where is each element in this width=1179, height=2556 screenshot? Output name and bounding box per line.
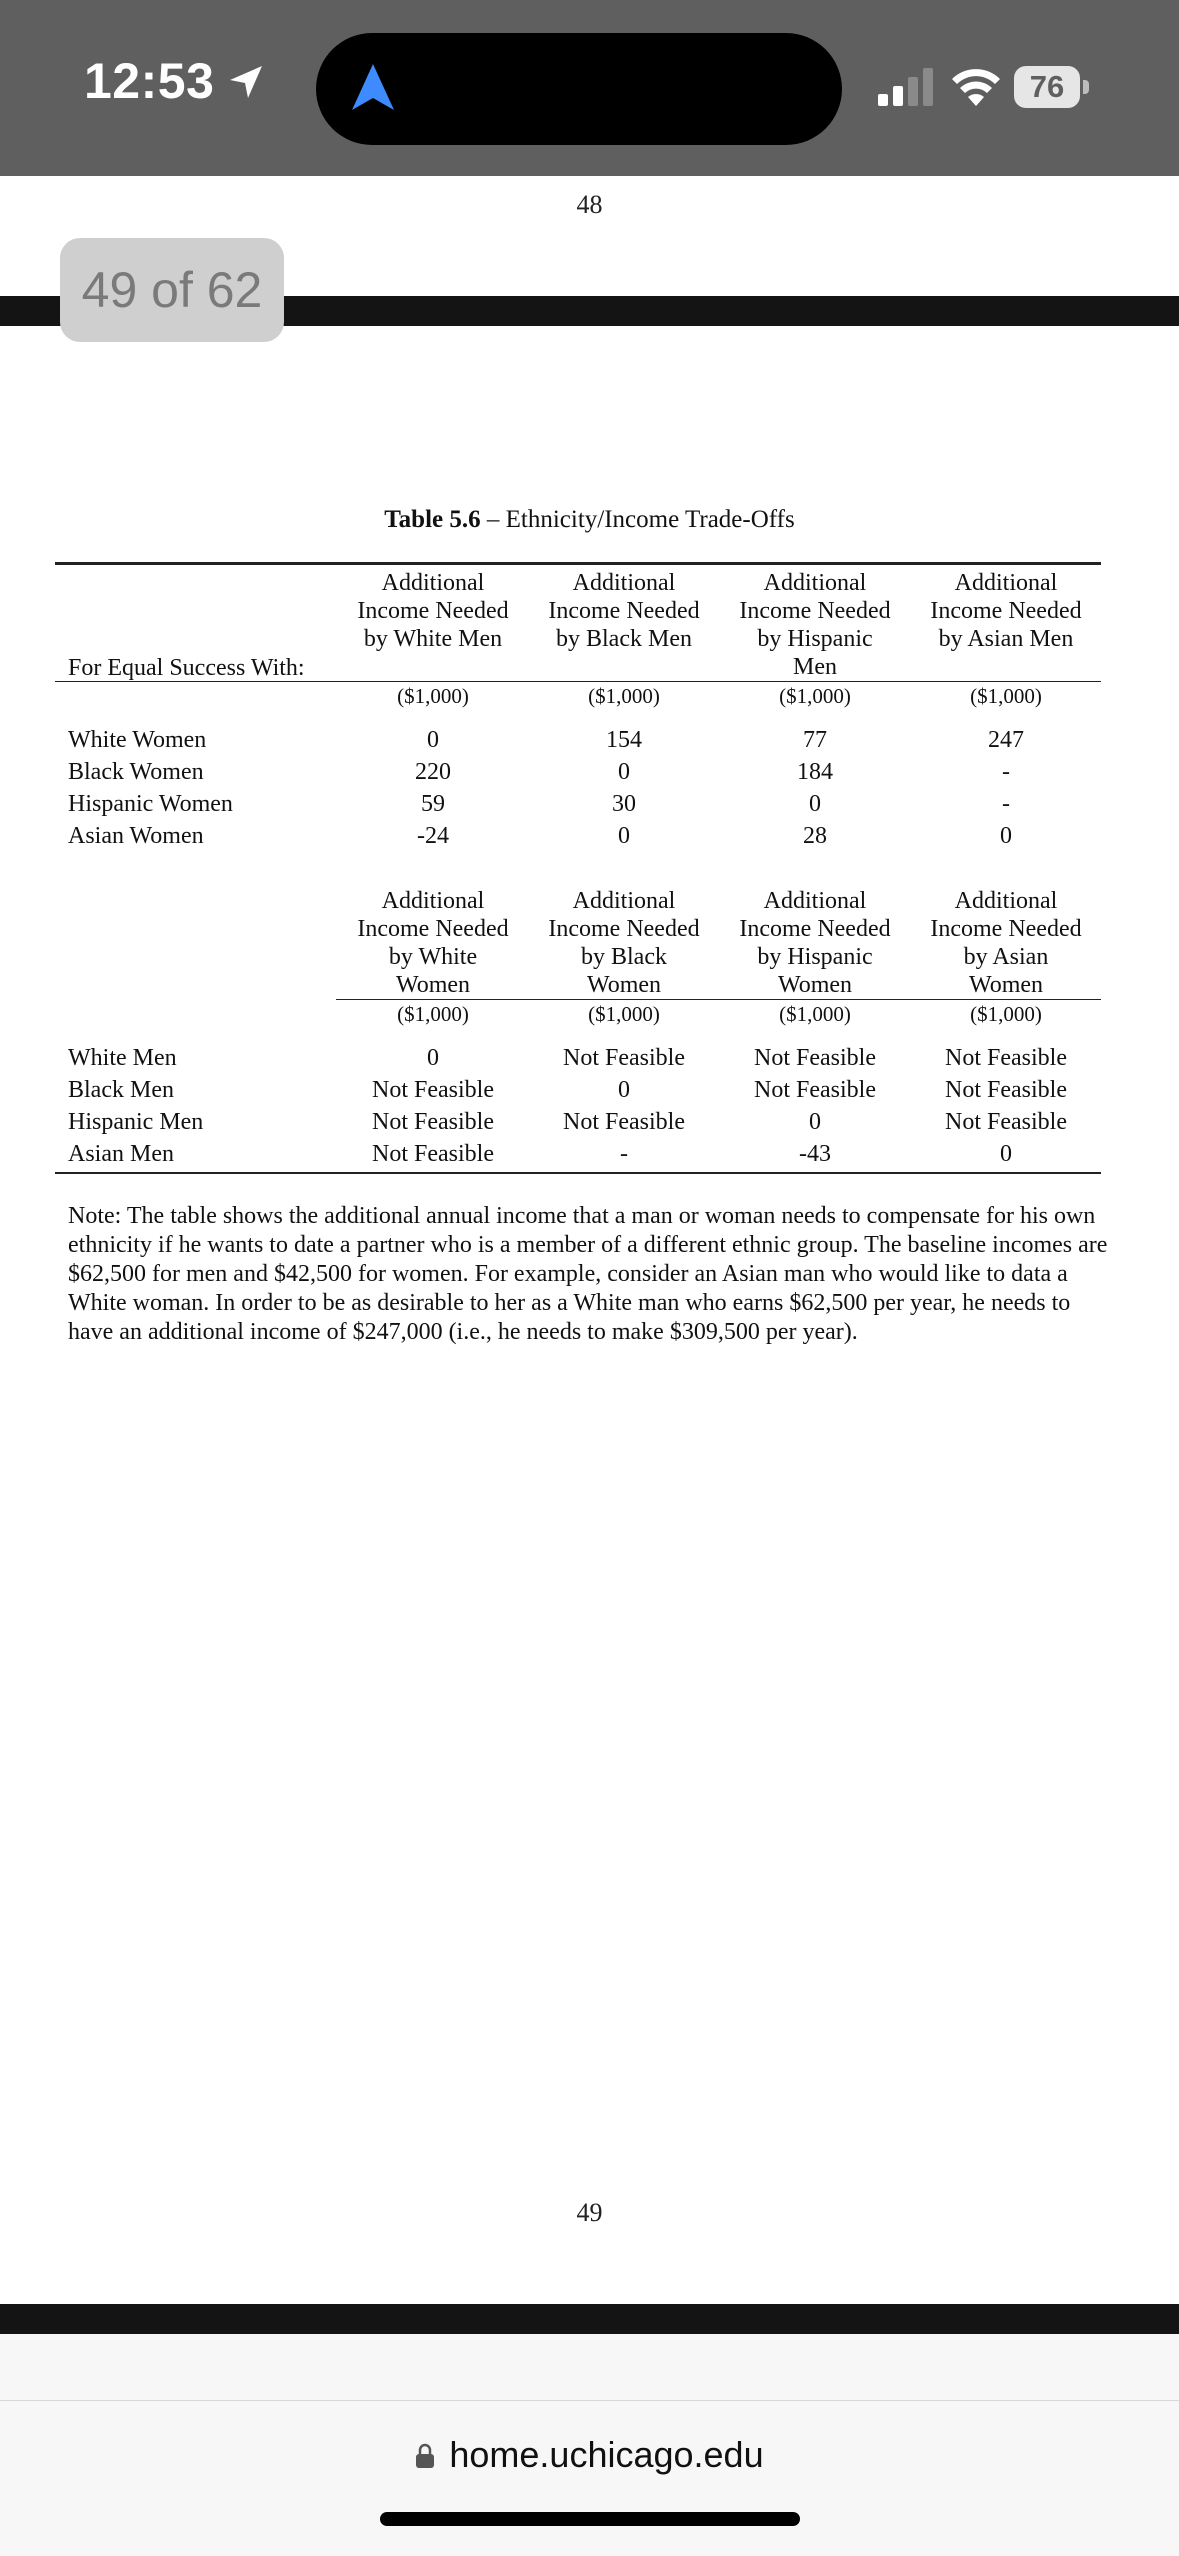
header-line: by Asian [963, 944, 1049, 970]
header-line: Additional [572, 570, 676, 596]
header-asian-women [913, 887, 1099, 999]
header-line: Additional [763, 888, 867, 914]
header-line: by Black [581, 944, 667, 970]
table-cell: Not Feasible [945, 1109, 1067, 1135]
table-cell: Not Feasible [372, 1109, 494, 1135]
header-hispanic-men [722, 569, 908, 681]
table-cell: 0 [618, 759, 630, 785]
row-label: Black Men [68, 1077, 174, 1103]
header-line: by Hispanic [757, 626, 873, 652]
table-cell: 0 [427, 1045, 439, 1071]
header-line: Additional [763, 570, 867, 596]
table-cell: - [1002, 759, 1010, 785]
header-line: Women [586, 972, 662, 998]
unit-label: ($1,000) [588, 1002, 660, 1026]
unit-label: ($1,000) [779, 684, 851, 708]
row-label: Asian Women [68, 823, 204, 849]
header-hispanic-women [722, 887, 908, 999]
table-cell: 154 [606, 727, 642, 753]
row-label: Hispanic Women [68, 791, 233, 817]
unit-label: ($1,000) [970, 684, 1042, 708]
header-line: by Black Men [556, 626, 692, 652]
table-cell: Not Feasible [945, 1077, 1067, 1103]
row-label: Asian Men [68, 1141, 174, 1167]
table-cell: 77 [803, 727, 827, 753]
header-line: Women [395, 972, 471, 998]
table-cell: 247 [988, 727, 1024, 753]
unit-label: ($1,000) [397, 1002, 469, 1026]
table-cell: -43 [799, 1141, 831, 1167]
header-line: Income Needed [739, 598, 891, 624]
header-black-men [531, 569, 717, 653]
unit-label: ($1,000) [779, 1002, 851, 1026]
url-text: home.uchicago.edu [449, 2434, 764, 2475]
table-cell: 30 [612, 791, 636, 817]
battery-level: 76 [1014, 66, 1080, 108]
wifi-icon [950, 66, 1002, 106]
header-line: Additional [954, 570, 1058, 596]
header-line: Income Needed [739, 916, 891, 942]
table-cell: 0 [427, 727, 439, 753]
page-number: 49 [576, 2198, 603, 2227]
table-cell: 0 [809, 1109, 821, 1135]
header-line: Income Needed [548, 598, 700, 624]
unit-label: ($1,000) [970, 1002, 1042, 1026]
header-line: Additional [572, 888, 676, 914]
table-caption: – Ethnicity/Income Trade-Offs [480, 506, 795, 533]
table-cell: 28 [803, 823, 827, 849]
header-line: Income Needed [548, 916, 700, 942]
unit-label: ($1,000) [397, 684, 469, 708]
table-cell: Not Feasible [372, 1077, 494, 1103]
previous-page-number: 48 [576, 190, 603, 219]
table-note: Note: The table shows the additional annual income that a man or woman needs to compensate for his own ethnicity if he wants to date a partner who is a member of a different ethnic group. The baseline incomes are $62,500 for men and $42,500 for women. For example, consider an Asian man who would like to data a White woman. In order to be as desirable to her as a White man who earns $62,500 per year, he needs to have an additional income of $247,000 (i.e., he needs to make $309,500 per year). [68, 1203, 1108, 1345]
header-line: by White Men [363, 626, 503, 652]
status-bar [0, 0, 1179, 176]
table-cell: Not Feasible [945, 1045, 1067, 1071]
table-cell: 0 [1000, 823, 1012, 849]
page-separator [0, 2304, 1179, 2334]
header-line: by Asian Men [938, 626, 1074, 652]
url-display[interactable] [0, 2434, 1179, 2476]
battery-indicator [1014, 66, 1092, 108]
battery-tip [1083, 80, 1089, 94]
table-bottom-rule [55, 1172, 1101, 1174]
table-cell: -24 [417, 823, 449, 849]
table-cell: 0 [1000, 1141, 1012, 1167]
table-cell: 59 [421, 791, 445, 817]
header-line: Income Needed [930, 916, 1082, 942]
table-cell: 0 [618, 823, 630, 849]
table-cell: Not Feasible [563, 1045, 685, 1071]
row-label: Hispanic Men [68, 1109, 204, 1135]
row-label: White Men [68, 1045, 177, 1071]
header-line: Income Needed [930, 598, 1082, 624]
cellular-signal-icon [878, 68, 938, 106]
header-line: Women [777, 972, 853, 998]
table-title [0, 506, 1179, 534]
header-white-men [340, 569, 526, 653]
header-line: Women [968, 972, 1044, 998]
table-cell: 184 [797, 759, 833, 785]
row-header: For Equal Success With: [68, 655, 305, 681]
table-number: Table 5.6 [384, 506, 481, 533]
header-white-women [340, 887, 526, 999]
toolbar-divider [0, 2400, 1179, 2401]
table-cell: Not Feasible [754, 1045, 876, 1071]
table-top-rule [55, 562, 1101, 565]
unit-label: ($1,000) [588, 684, 660, 708]
table-cell: Not Feasible [754, 1077, 876, 1103]
header-line: Additional [381, 888, 485, 914]
header-line: Additional [954, 888, 1058, 914]
lock-icon [415, 2443, 435, 2469]
table-cell: Not Feasible [372, 1141, 494, 1167]
table-cell: - [1002, 791, 1010, 817]
row-label: Black Women [68, 759, 204, 785]
page-counter-badge: 49 of 62 [60, 238, 284, 342]
clock: 12:53 [84, 53, 215, 109]
header-line: Income Needed [357, 916, 509, 942]
navigation-arrow-icon [350, 62, 396, 112]
table-cell: 0 [809, 791, 821, 817]
table-cell: 220 [415, 759, 451, 785]
header-line: Additional [381, 570, 485, 596]
table-cell: - [620, 1141, 628, 1167]
location-arrow-icon [226, 62, 266, 102]
row-label: White Women [68, 727, 207, 753]
second-header-rule [336, 999, 1101, 1000]
header-line: Income Needed [357, 598, 509, 624]
header-line: Men [793, 654, 837, 680]
table-cell: 0 [618, 1077, 630, 1103]
header-line: by Hispanic [757, 944, 873, 970]
header-black-women [531, 887, 717, 999]
header-asian-men [913, 569, 1099, 653]
header-line: by White [388, 944, 478, 970]
home-indicator[interactable] [380, 2512, 800, 2526]
table-cell: Not Feasible [563, 1109, 685, 1135]
